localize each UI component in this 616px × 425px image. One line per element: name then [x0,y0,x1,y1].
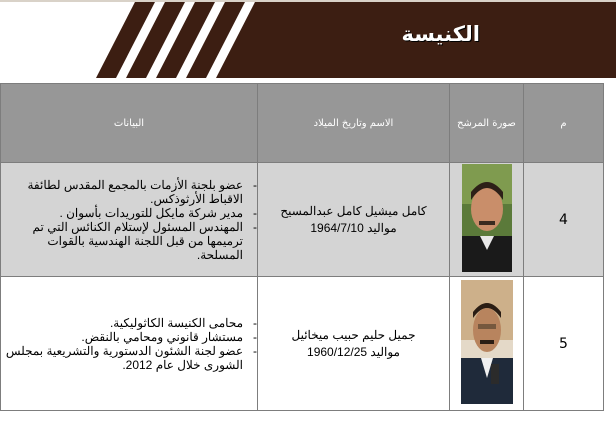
candidate-details [1,316,257,372]
title-banner [0,0,616,78]
list-item: - مدير شركة مايكل للتوريدات بأسوان . [1,206,257,220]
list-item: - محامى الكنيسة الكاثوليكية. [1,316,257,330]
row-number: 5 [524,277,604,411]
candidate-birth: مواليد 1960/12/25 [307,344,400,359]
header-name: الاسم وتاريخ الميلاد [258,84,450,163]
table-row [1,163,604,277]
candidates-table [0,83,604,411]
list-item: - عضو لجنة الشئون الدستورية والتشريعية بمجلس الشورى خلال عام 2012. [1,344,257,372]
header-number: م [524,84,604,163]
list-item: - المهندس المسئول لإستلام الكنائس التي تم ترميمها من قبل اللجنة الهندسية بالقوات المسلحة. [1,220,257,262]
row-number: 4 [524,163,604,277]
header-data: البيانات [1,84,258,163]
candidate-photo [462,164,512,272]
header-photo: صورة المرشح [450,84,524,163]
candidate-name: جميل حليم حبيب ميخائيل [291,327,416,342]
table-header-row [1,84,604,163]
table-row [1,277,604,411]
candidate-details [1,178,257,262]
list-item: - عضو بلجنة الأزمات بالمجمع المقدس لطائفة الاقباط الأرثوذكس. [1,178,257,206]
candidate-name: كامل ميشيل كامل عبدالمسيح [280,203,427,218]
banner-stripes [0,0,616,78]
page-title: الكنيسة [401,22,480,46]
list-item: - مستشار قانوني ومحامي بالنقض. [1,330,257,344]
candidate-photo [461,280,513,404]
candidate-birth: مواليد 1964/7/10 [310,220,397,235]
